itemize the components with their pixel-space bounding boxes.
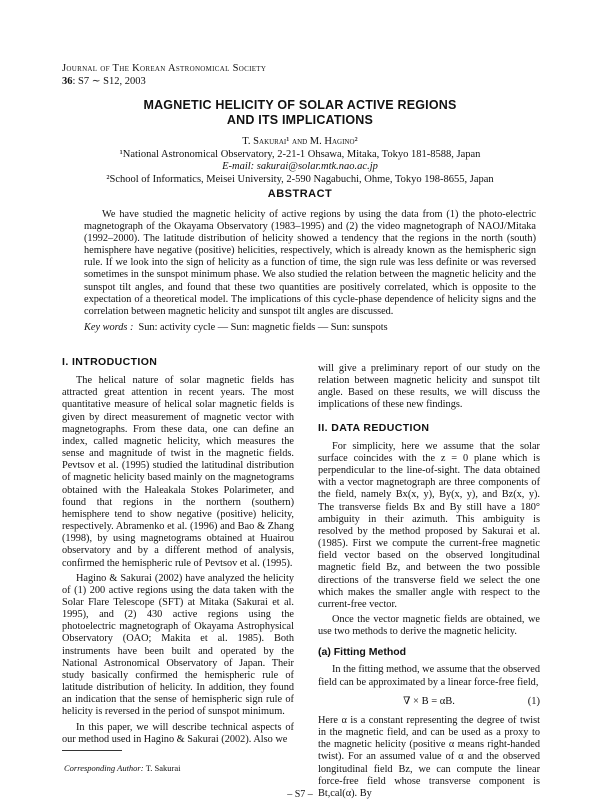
footnote: [64, 763, 180, 773]
fitting-method-heading: (a) Fitting Method: [318, 646, 407, 659]
footnote-name: T. Sakurai: [145, 763, 181, 773]
page-number: – S7 –: [287, 789, 313, 800]
abstract-heading: ABSTRACT: [267, 188, 333, 200]
equation-1-body: ∇ × B = αB.: [403, 695, 455, 707]
data-reduction-heading: II. DATA REDUCTION: [318, 421, 430, 434]
fitting-paragraph-1: In the fitting method, we assume that the observed field can be approximated by a linear force-free field,: [318, 664, 540, 688]
left-column: [62, 356, 294, 746]
data-paragraph-1: For simplicity, here we assume that the solar surface coincides with the z = 0 plane which is perpendicular to the line-of-sight. The data obtained with a vector magnetograph are three components of the field, namely Bx(x, y), By(x, y), and Bz(x, y). The transverse fields Bx and By still have a 180° ambiguity in their azimuth. This ambiguity is resolved by the method proposed by Sakurai et al. (1985). First we compute the current-free magnetic field vector based on the observed longitudinal magnetic field Bz, and between the two possible directions of the transverse field we select the one which makes the smaller angle with respect to the current-free vector.: [318, 440, 540, 610]
journal-header: [62, 62, 266, 88]
footnote-label: Corresponding Author:: [64, 763, 144, 773]
journal-volume: 36: [62, 76, 73, 87]
keywords-line: [84, 322, 536, 333]
intro-continuation: will give a preliminary report of our study on the relation between magnetic helicity and sunspot tilt angle. Based on these results, we will discuss the implications of these new findings.: [318, 363, 540, 411]
paper-title-line2: AND ITS IMPLICATIONS: [226, 113, 374, 127]
equation-1: [318, 696, 540, 708]
journal-volume-line: [62, 75, 266, 88]
data-paragraph-2: Once the vector magnetic fields are obtained, we use two methods to derive the magnetic helicity.: [318, 613, 540, 638]
intro-paragraph-3: In this paper, we will describe technical aspects of our method used in Hagino & Sakurai (2002). Also we: [62, 721, 294, 745]
footnote-rule: [62, 750, 122, 751]
abstract-text: We have studied the magnetic helicity of active regions by using the data from (1) the photo-electric magnetograph of the Okayama Observatory (1983–1995) and (2) the video magnetograph of NAOJ/Mitaka (1992–2000). The latitude distribution of helicity showed a tendency that the regions in the north (south) hemisphere have negative (positive) helicities, respectively, which is already known as the hemispheric sign rule. If we look into the sign of helicity as a function of time, the sign rule was less definite or was reversed sometimes in the sunspot minimum phase. We also studied the relation between the magnetic helicity and the sunspot tilt angles, and found that these two quantities are positively correlated, which is opposite to the expectation of a theoretical model. The implications of this cycle-phase dependence of helicity signs and the correlation between magnetic helicity and sunspot tilt angles are discussed.: [84, 209, 536, 317]
equation-1-number: (1): [527, 695, 540, 707]
keywords-label: Key words :: [84, 322, 134, 333]
author-block: [60, 136, 540, 186]
paper-title: [60, 98, 540, 128]
fitting-paragraph-2: Here α is a constant representing the degree of twist in the magnetic field, and can be used as a proxy to the magnetic helicity (positive α means right-handed twist). For an assumed value of α and the observed longitudinal field Bz, we can compute the linear force-free field whose transverse component is Bt,cal(α). By: [318, 714, 540, 799]
journal-name: Journal of The Korean Astronomical Society: [62, 63, 267, 74]
affiliation-2: ²School of Informatics, Meisei University, 2-590 Nagabuchi, Ohme, Tokyo 198-8655, Japan: [106, 173, 494, 185]
paper-title-line1: MAGNETIC HELICITY OF SOLAR ACTIVE REGIONS: [143, 98, 457, 112]
author-email: E-mail: sakurai@solar.mtk.nao.ac.jp: [222, 161, 378, 173]
journal-pages: : S7 ∼ S12, 2003: [72, 76, 146, 87]
author-names: T. Sakurai¹ and M. Hagino²: [242, 136, 358, 147]
keywords-list: Sun: activity cycle — Sun: magnetic fields — Sun: sunspots: [138, 322, 388, 333]
right-column: [318, 363, 540, 800]
intro-paragraph-1: The helical nature of solar magnetic fields has attracted great attention in recent years. The most quantitative measure of helical solar magnetic fields is given by direct measurement of magnetic vector with magnetographs. From these data, one can define an index, called magnetic helicity, which measures the sense and magnitude of twist in the magnetic fields. Pevtsov et al. (1995) studied the latitudinal distribution of magnetic helicity based mainly on the magnetograms obtained with the Haleakala Stokes Polarimeter, and found that regions in the northern (southern) hemisphere tend to show negative (positive) helicity, respectively. Abramenko et al. (1996) and Bao & Zhang (1998), by using magnetograms obtained at Huairou observatory and by a different method of analysis, confirmed the hemispheric rule of Pevtsov et al. (1995).: [62, 375, 294, 569]
introduction-heading: I. INTRODUCTION: [62, 356, 158, 368]
intro-paragraph-2: Hagino & Sakurai (2002) have analyzed the helicity of (1) 200 active regions using the data taken with the Solar Flare Telescope (SFT) at Mitaka (Sakurai et al. 1995), and (2) 430 active regions using the photoelectric magnetograph of Okayama Astrophysical Observatory (OAO; Makita et al. 1985). Both instruments have been built and operated by the National Astronomical Observatory of Japan. Their study basically confirmed the hemispheric rule of latitude distribution of helicity. In addition, they found an indication that the sense of hemispheric sign rule of helicity is reversed in the period of sunspot minimum.: [62, 572, 294, 718]
affiliation-1: ¹National Astronomical Observatory, 2-21-1 Ohsawa, Mitaka, Tokyo 181-8588, Japan: [119, 148, 481, 160]
